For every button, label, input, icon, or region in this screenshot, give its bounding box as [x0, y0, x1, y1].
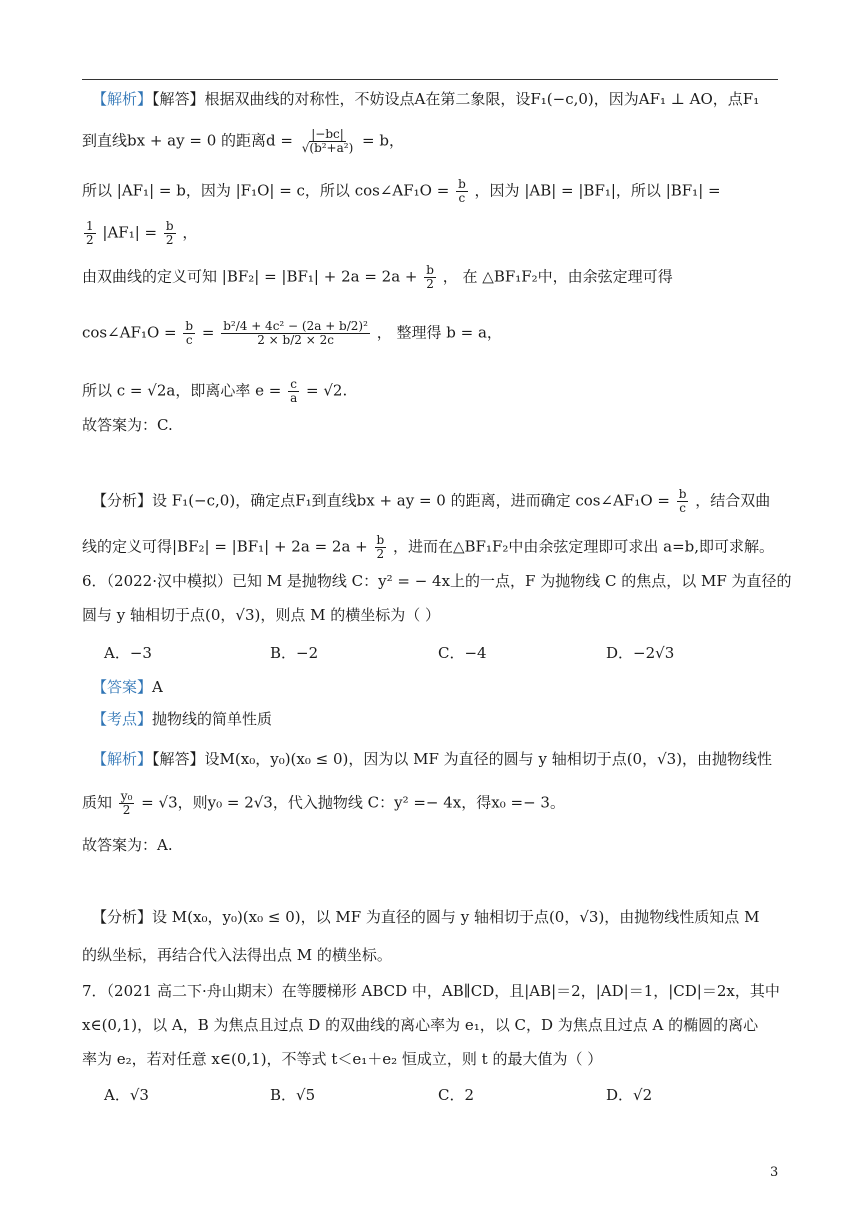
q7-option-d: D．√2 — [606, 1086, 653, 1104]
p5-line-8: 故答案为：C. — [82, 416, 173, 434]
daan-tag: 【答案】 — [92, 678, 153, 696]
q7-option-b: B．√5 — [270, 1086, 316, 1104]
fraction: $\frac{|-bc|}{\text{√(b²+a²)}}$ — [301, 127, 354, 155]
p5-fenxi-2: 线的定义可得|BF₂| = |BF₁| + 2a = 2a + $\frac{b}{2}$ ，进而在△BF₁F₂中由余弦定理即可求出 a=b,即可求解。 — [82, 533, 775, 561]
fraction: $\frac{b}{2}$ — [426, 263, 434, 291]
jiexi-tag: 【解析】 — [92, 90, 153, 108]
fenxi-tag: 【分析】 — [92, 491, 153, 510]
q6-kaodian: 【考点】抛物线的简单性质 — [92, 710, 273, 728]
p5-line-7: 所以 c = √2a，即离心率 e = $\frac{c}{a}$ = √2. — [82, 377, 348, 405]
q6-stem-2: 圆与 y 轴相切于点(0，√3)，则点 M 的横坐标为（ ） — [82, 606, 441, 624]
q7-option-a: A．√3 — [104, 1086, 149, 1104]
fraction: $\frac{\text{y₀}}{2}$ — [120, 789, 133, 817]
q6-option-c: C．−4 — [438, 644, 487, 662]
q7-stem-1: 7．（2021 高二下·舟山期末）在等腰梯形 ABCD 中，AB∥CD，且|AB|＝2，|AD|＝1，|CD|＝2x，其中 — [82, 982, 780, 1000]
q6-fenxi-1: 【分析】设 M(x₀，y₀)(x₀ ≤ 0)，以 MF 为直径的圆与 y 轴相切于点(0，√3)，由抛物线性质知点 M — [92, 908, 760, 926]
p5-fenxi-1: 【分析】设 F₁(−c,0)，确定点F₁到直线bx + ay = 0 的距离，进而确定 cos∠AF₁O = $\frac{b}{c}$ ，结合双曲 — [92, 487, 771, 515]
fraction: $\frac{b}{2}$ — [165, 219, 174, 247]
kaodian-tag: 【考点】 — [92, 710, 153, 728]
q7-stem-3: 率为 e₂，若对任意 x∈(0,1)，不等式 t＜e₁＋e₂ 恒成立，则 t 的最大值为（ ） — [82, 1050, 603, 1068]
page-number: 3 — [770, 1165, 779, 1180]
q6-option-d: D．−2√3 — [606, 644, 675, 662]
p5-line-5: 由双曲线的定义可知 |BF₂| = |BF₁| + 2a = 2a + $\frac{b}{2}$ ， 在 △BF₁F₂中，由余弦定理可得 — [82, 263, 673, 291]
q6-jiexi-2: 质知 $\frac{\text{y₀}}{2}$ = √3，则y₀ = 2√3，代入抛物线 C：y² =− 4x，得x₀ =− 3。 — [82, 789, 565, 817]
fraction: $\frac{\text{b²/4 + 4c² − (2a + b/2)²}}{2 \times b/2 \times 2c}$ — [223, 319, 368, 347]
header-rule — [82, 79, 778, 80]
fraction: $\frac{b}{c}$ — [678, 487, 687, 515]
q7-stem-2: x∈(0,1)，以 A，B 为焦点且过点 D 的双曲线的离心率为 e₁，以 C，D 为焦点且过点 A 的椭圆的离心 — [82, 1016, 759, 1034]
p5-line-4: $\frac{1}{2}$ |AF₁| = $\frac{b}{2}$ ， — [86, 219, 198, 247]
q6-option-b: B．−2 — [270, 644, 319, 662]
q6-jiexi-3: 故答案为：A. — [82, 836, 173, 854]
p5-line-3: 所以 |AF₁| = b，因为 |F₁O| = c，所以 cos∠AF₁O = $\frac{b}{c}$ ，因为 |AB| = |BF₁|，所以 |BF₁| = — [82, 177, 721, 205]
q6-option-a: A．−3 — [104, 644, 152, 662]
p5-line-1: 【解析】【解答】根据双曲线的对称性，不妨设点A在第二象限，设F₁(−c,0)，因为AF₁ ⊥ AO，点F₁ — [92, 90, 760, 108]
fraction: $\frac{b}{c}$ — [185, 319, 194, 347]
fraction: $\frac{1}{2}$ — [86, 219, 94, 247]
fraction: $\frac{c}{a}$ — [290, 377, 298, 405]
p5-line-2: 到直线bx + ay = 0 的距离d = $\frac{|-bc|}{\text{√(b²+a²)}}$ = b， — [82, 127, 404, 155]
q6-jiexi-1: 【解析】【解答】设M(x₀，y₀)(x₀ ≤ 0)，因为以 MF 为直径的圆与 y 轴相切于点(0，√3)，由抛物线性 — [92, 750, 773, 768]
fraction: $\frac{b}{c}$ — [458, 177, 466, 205]
jieda-tag: 【解答】 — [152, 90, 205, 108]
q6-answer: 【答案】A — [92, 678, 163, 696]
p5-line-6: cos∠AF₁O = $\frac{b}{c}$ = $\frac{\text{b²/4 + 4c² − (2a + b/2)²}}{2 \times b/2 \times 2c}$ ， 整理得 b = a， — [82, 319, 502, 347]
q6-stem-1: 6．（2022·汉中模拟）已知 M 是抛物线 C：y² = − 4x上的一点，F 为抛物线 C 的焦点，以 MF 为直径的 — [82, 572, 792, 590]
q7-option-c: C．2 — [438, 1086, 475, 1104]
fraction: $\frac{b}{2}$ — [376, 533, 385, 561]
q6-fenxi-2: 的纵坐标，再结合代入法得出点 M 的横坐标。 — [82, 946, 392, 964]
